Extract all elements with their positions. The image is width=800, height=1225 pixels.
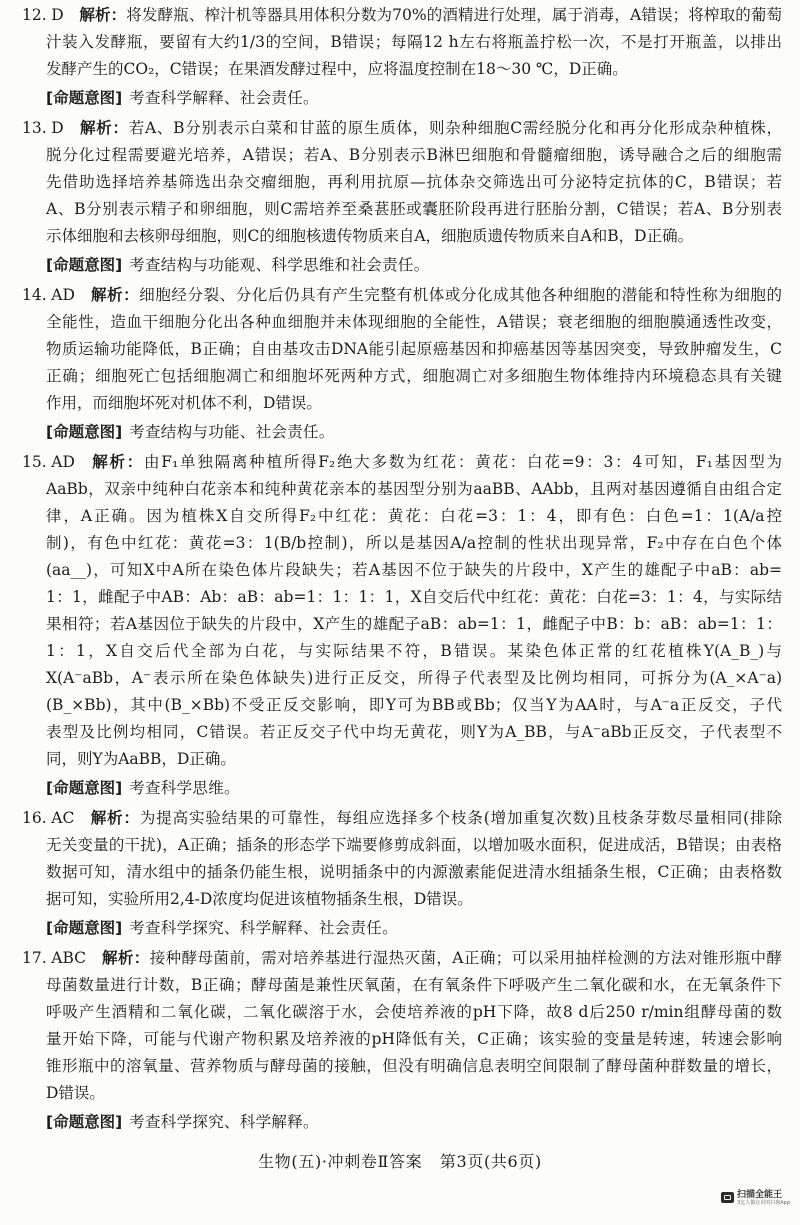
analysis-line: A、B分别表示精子和卵细胞，则C需培养至桑葚胚或囊胚阶段再进行胚胎分割，C错误；若A、B分别表 xyxy=(46,200,782,218)
analysis-line: 示体细胞和去核卵母细胞，则C的细胞核遗传物质来自A，细胞质遗传物质来自A和B，D正确。 xyxy=(46,227,694,245)
analysis-line xyxy=(22,115,782,142)
analysis-label: 解析： xyxy=(90,453,145,471)
analysis-line: 律，A正确。因为植株X自交所得F₂中红花：黄花：白花=3：1：4，即有色：白色=1：1(A/a控 xyxy=(46,507,782,525)
intent-line xyxy=(46,85,782,112)
watermark-text xyxy=(737,1191,790,1206)
answer-choice: AC xyxy=(51,809,75,827)
analysis-line xyxy=(22,805,782,832)
intent-text: 考查科学解释、社会责任。 xyxy=(129,89,319,107)
intent-text: 考查科学探究、科学解释。 xyxy=(129,1113,319,1131)
analysis-line: 脱分化过程需要避光培养，A错误；若A、B分别表示B淋巴细胞和骨髓瘤细胞，诱导融合之后的细胞需 xyxy=(46,146,782,164)
intent-line xyxy=(46,419,782,446)
answer-item-16 xyxy=(22,805,782,942)
analysis-label: 解析： xyxy=(89,809,140,827)
footer-title: 生物(五)·冲刺卷Ⅱ答案 xyxy=(258,1152,423,1171)
analysis-line: (B_×Bb)，其中(B_×Bb)不受正反交影响，即Y可为BB或Bb；仅当Y为AA时，与A⁻a正反交，子代 xyxy=(46,696,782,714)
answer-item-13 xyxy=(22,115,782,279)
analysis-line: D错误。 xyxy=(46,1084,105,1102)
scanner-watermark xyxy=(721,1191,790,1206)
analysis-line xyxy=(22,282,782,309)
answer-choice: AD xyxy=(51,453,75,471)
answer-item-12 xyxy=(22,2,782,112)
intent-label: [命题意图] xyxy=(46,89,123,107)
analysis-line: 无关变量的干扰)，A正确；插条的形态学下端要修剪成斜面，以增加吸水面积，促进成活，B错误；由表格 xyxy=(46,836,782,854)
answer-item-17 xyxy=(22,945,782,1136)
analysis-line: 制)，有色中红花：黄花=3：1(B/b控制)，所以是基因A/a控制的性状出现异常，F₂中存在白色个体 xyxy=(46,534,782,552)
intent-text: 考查科学思维。 xyxy=(129,779,240,797)
intent-text: 考查科学探究、科学解释、社会责任。 xyxy=(129,919,398,937)
watermark-name: 扫描全能王 xyxy=(737,1190,783,1200)
analysis-line: X(A⁻aBb，A⁻表示所在染色体缺失)进行正反交，所得子代表型及比例均相同，可拆分为(A_×A⁻a) xyxy=(46,669,782,687)
analysis-line: 数据可知，清水组中的插条仍能生根，说明插条中的内源激素能促进清水组插条生根，C正确；由表格数 xyxy=(46,863,782,881)
analysis-line xyxy=(22,449,782,476)
answer-choice: AD xyxy=(51,286,75,304)
answer-choice: D xyxy=(51,119,64,137)
analysis-text: 为提高实验结果的可靠性，每组应选择多个枝条(增加重复次数)且枝条芽数尽量相同(排除 xyxy=(139,809,782,827)
analysis-line: 同，则Y为AaBB，D正确。 xyxy=(46,750,236,768)
analysis-line: 先借助选择培养基筛选出杂交瘤细胞，再利用抗原—抗体杂交筛选出可分泌特定抗体的C，B错误；若 xyxy=(46,173,782,191)
page-footer xyxy=(0,1149,800,1175)
answer-list xyxy=(22,2,782,1139)
analysis-line: 正确；细胞死亡包括细胞凋亡和细胞坏死两种方式，细胞凋亡对多细胞生物体维持内环境稳态具有关键 xyxy=(46,367,782,385)
intent-label: [命题意图] xyxy=(46,256,123,274)
answer-item-15 xyxy=(22,449,782,802)
question-number: 14. xyxy=(22,286,47,304)
analysis-line: 1：1，雌配子中AB：Ab：aB：ab=1：1：1：1，X自交后代中红花：黄花：白花=3：1：4，与实际结 xyxy=(46,588,782,606)
answer-choice: ABC xyxy=(51,949,87,967)
analysis-line: 果相符；若A基因位于缺失的片段中，X产生的雄配子aB：ab=1：1，雌配子中B：b：aB：ab=1：1： xyxy=(46,615,782,633)
intent-label: [命题意图] xyxy=(46,1113,123,1131)
analysis-line: 锥形瓶中的溶氧量、营养物质与酵母菌的接触，但没有明确信息表明空间限制了酵母菌种群数量的增长， xyxy=(46,1057,782,1075)
analysis-line: 量开始下降，可能与代谢产物积累及培养液的pH降低有关，C正确；该实验的变量是转速，转速会影响 xyxy=(46,1030,782,1048)
intent-text: 考查结构与功能、社会责任。 xyxy=(129,423,335,441)
analysis-line: 母菌数量进行计数，B正确；酵母菌是兼性厌氧菌，在有氧条件下呼吸产生二氧化碳和水，在无氧条件下 xyxy=(46,976,782,994)
analysis-line: 据可知，实验所用2,4-D浓度均促进该植物插条生根，D错误。 xyxy=(46,890,473,908)
analysis-label: 解析： xyxy=(101,949,150,967)
intent-label: [命题意图] xyxy=(46,423,123,441)
answer-item-14 xyxy=(22,282,782,446)
analysis-line: 汁装入发酵瓶，要留有大约1/3的空间，B错误；每隔12 h左右将瓶盖拧松一次，不是打开瓶盖，以排出 xyxy=(46,33,782,51)
scanner-logo-icon xyxy=(721,1192,734,1203)
intent-line xyxy=(46,775,782,802)
intent-line xyxy=(46,915,782,942)
analysis-text: 将发酵瓶、榨汁机等器具用体积分数为70%的酒精进行处理，属于消毒，A错误；将榨取的葡萄 xyxy=(126,6,782,24)
question-number: 12. xyxy=(22,6,47,24)
analysis-line: 呼吸产生酒精和二氧化碳，二氧化碳溶于水，会使培养液的pH下降，故8 d后250 r/min组酵母菌的数 xyxy=(46,1003,782,1021)
watermark-tagline: 3亿人都在用的扫描App xyxy=(737,1199,790,1206)
analysis-line: 物质运输功能降低，B正确；自由基攻击DNA能引起原癌基因和抑癌基因等基因突变，导致肿瘤发生，C xyxy=(46,340,782,358)
analysis-text: 细胞经分裂、分化后仍具有产生完整有机体或分化成其他各种细胞的潜能和特性称为细胞的 xyxy=(139,286,782,304)
analysis-line: 全能性，造血干细胞分化出各种血细胞并未体现细胞的全能性，A错误；衰老细胞的细胞膜通透性改变， xyxy=(46,313,782,331)
analysis-line: 作用，而细胞坏死对机体不利，D错误。 xyxy=(46,394,322,412)
analysis-text: 若A、B分别表示白菜和甘蓝的原生质体，则杂种细胞C需经脱分化和再分化形成杂种植株， xyxy=(128,119,782,137)
question-number: 16. xyxy=(22,809,47,827)
analysis-line: 1：1，X自交后代全部为白花，与实际结果不符，B错误。某染色体正常的红花植株Y(A_B_)与 xyxy=(46,642,782,660)
intent-label: [命题意图] xyxy=(46,779,123,797)
analysis-line: AaBb，双亲中纯种白花亲本和纯种黄花亲本的基因型分别为aaBB、AAbb，且两对基因遵循自由组合定 xyxy=(46,480,782,498)
intent-line xyxy=(46,1109,782,1136)
question-number: 15. xyxy=(22,453,47,471)
analysis-label: 解析： xyxy=(90,286,140,304)
analysis-text: 由F₁单独隔离种植所得F₂绝大多数为红花：黄花：白花=9：3：4可知，F₁基因型为 xyxy=(144,453,782,471)
analysis-text: 接种酵母菌前，需对培养基进行湿热灭菌，A正确；可以采用抽样检测的方法对锥形瓶中酵 xyxy=(149,949,782,967)
analysis-line: (aa__)，可知X中A所在染色体片段缺失；若A基因不位于缺失的片段中，X产生的雄配子中aB：ab= xyxy=(46,561,782,579)
footer-page-number: 第3页(共6页) xyxy=(439,1152,542,1171)
analysis-line: 发酵产生的CO₂，C错误；在果酒发酵过程中，应将温度控制在18～30 ℃，D正确。 xyxy=(46,60,628,78)
question-number: 17. xyxy=(22,949,47,967)
analysis-label: 解析： xyxy=(79,6,127,24)
question-number: 13. xyxy=(22,119,47,137)
analysis-label: 解析： xyxy=(79,119,129,137)
analysis-line: 表型及比例均相同，C错误。若正反交子代中均无黄花，则Y为A_BB，与A⁻aBb正反交，子代表型不 xyxy=(46,723,782,741)
analysis-line xyxy=(22,2,782,29)
intent-line xyxy=(46,252,782,279)
intent-text: 考查结构与功能观、科学思维和社会责任。 xyxy=(129,256,430,274)
analysis-line xyxy=(22,945,782,972)
answer-choice: D xyxy=(51,6,64,24)
intent-label: [命题意图] xyxy=(46,919,123,937)
